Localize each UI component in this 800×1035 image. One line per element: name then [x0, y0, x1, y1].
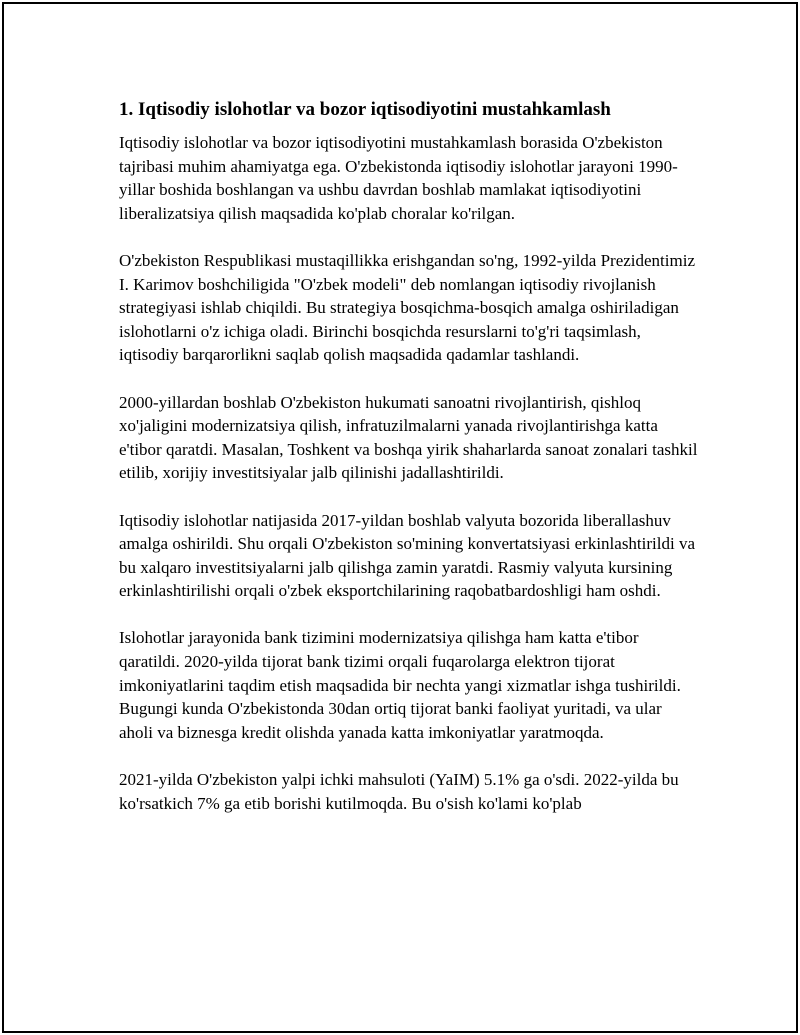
- paragraph: 2021-yilda O'zbekiston yalpi ichki mahsuloti (YaIM) 5.1% ga o'sdi. 2022-yilda bu ko'rsatkich 7% ga etib borishi kutilmoqda. Bu o'sish ko'lami ko'plab: [119, 770, 679, 813]
- document-body: [119, 97, 699, 839]
- paragraph: Islohotlar jarayonida bank tizimini modernizatsiya qilishga ham katta e'tibor qaratildi. 2020-yilda tijorat bank tizimi orqali fuqarolarga elektron tijorat imkoniyatlarini taqdim etish maqsadida bir nechta yangi xizmatlar ishga tushirildi. Bugungi kunda O'zbekistonda 30dan ortiq tijorat banki faoliyat yuritadi, va ular aholi va biznesga kredit olishda yanada katta imkoniyatlar yaratmoqda.: [119, 628, 681, 742]
- paragraph: Iqtisodiy islohotlar va bozor iqtisodiyotini mustahkamlash borasida O'zbekiston tajribasi muhim ahamiyatga ega. O'zbekistonda iqtisodiy islohotlar jarayoni 1990-yillar boshida boshlangan va ushbu davrdan boshlab mamlakat iqtisodiyotini liberalizatsiya qilish maqsadida ko'plab choralar ko'rilgan.: [119, 133, 678, 223]
- document-page: [2, 2, 798, 1033]
- paragraph: Iqtisodiy islohotlar natijasida 2017-yildan boshlab valyuta bozorida liberallashuv amalga oshirildi. Shu orqali O'zbekiston so'mining konvertatsiyasi erkinlashtirildi va bu xalqaro investitsiyalarni jalb qilishga zamin yaratdi. Rasmiy valyuta kursining erkinlashtirilishi orqali o'zbek eksportchilarining raqobatbardoshligi ham oshdi.: [119, 510, 696, 601]
- paragraph: O'zbekiston Respublikasi mustaqillikka erishgandan so'ng, 1992-yilda Prezidentimiz I. Karimov boshchiligida "O'zbek modeli" deb nomlangan iqtisodiy rivojlanish strategiyasi ishlab chiqildi. Bu strategiya bosqichma-bosqich amalga oshiriladigan islohotlarni o'z ichiga oladi. Birinchi bosqichda resurslarni to'g'ri taqsimlash, iqtisodiy barqarorlikni saqlab qolish maqsadida qadamlar tashlandi.: [119, 250, 695, 365]
- section-title: 1. Iqtisodiy islohotlar va bozor iqtisodiyotini mustahkamlash: [119, 99, 611, 120]
- paragraph: 2000-yillardan boshlab O'zbekiston hukumati sanoatni rivojlantirish, qishloq xo'jaligini modernizatsiya qilish, infratuzilmalarni yanada rivojlantirishga katta e'tibor qaratdi. Masalan, Toshkent va boshqa yirik shaharlarda sanoat zonalari tashkil etilib, xorijiy investitsiyalar jalb qilinishi jadallashtirildi.: [119, 392, 698, 483]
